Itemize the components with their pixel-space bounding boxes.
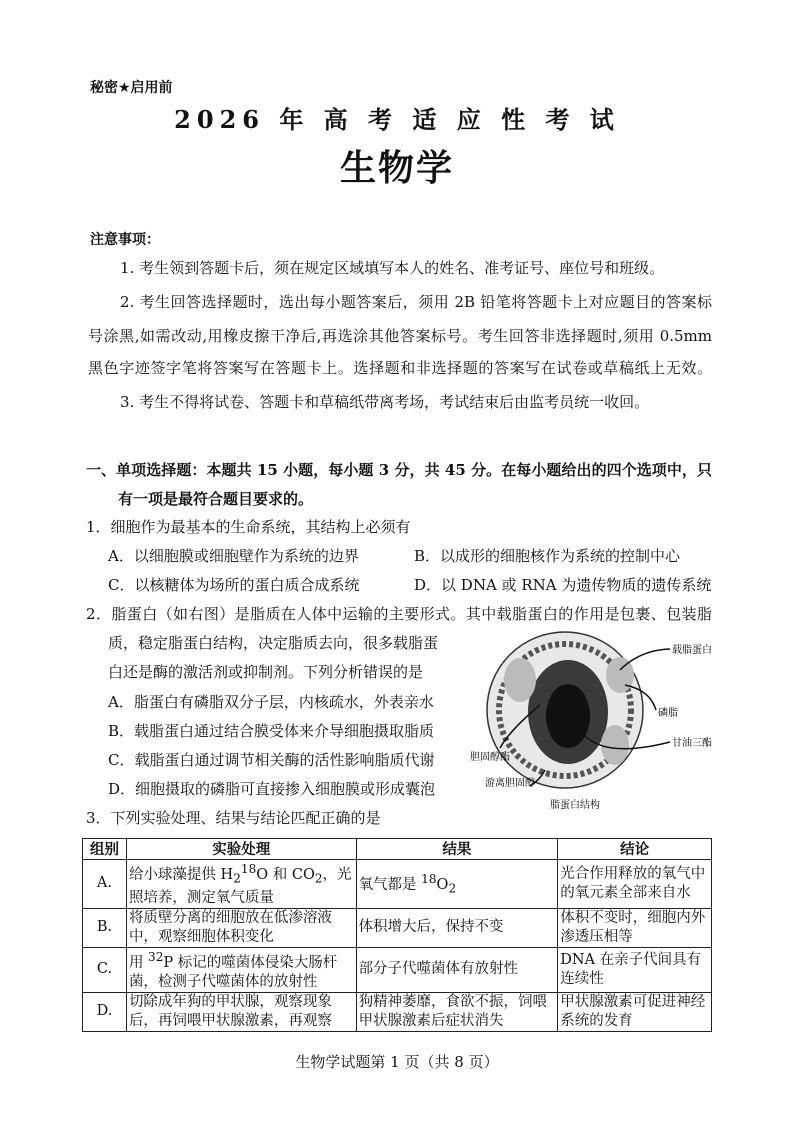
subject-title: 生物学 [339, 148, 454, 189]
header-result: 结果 [356, 839, 558, 860]
table-row [83, 947, 712, 992]
label-free-cholesterol: 游离胆固醇 [485, 778, 535, 789]
conclusion-cell: DNA 在亲子代间具有连续性 [558, 947, 712, 992]
section-heading-cont: 有一项是最符合题目要求的。 [118, 490, 314, 508]
table-row [83, 860, 712, 909]
result-cell: 氧气都是 $^{18}O_2$ [356, 860, 558, 909]
header-group: 组别 [83, 839, 127, 860]
header-treatment: 实验处理 [126, 839, 356, 860]
question-2-stem: 2．脂蛋白（如右图）是脂质在人体中运输的主要形式。其中载脂蛋白的作用是包裹、包装脂 [86, 605, 712, 623]
question-1-stem: 1．细胞作为最基本的生命系统，其结构上必须有 [86, 518, 411, 536]
group-cell: C. [83, 947, 127, 992]
label-cholesterol-ester: 胆固醇酯 [470, 752, 510, 763]
triglyceride-core [546, 684, 590, 748]
header-conclusion: 结论 [558, 839, 712, 860]
result-cell: 狗精神萎靡，食欲不振，饲喂甲状腺激素后症状消失 [356, 992, 558, 1031]
conclusion-cell: 体积不变时，细胞内外渗透压相等 [558, 908, 712, 947]
table-row [83, 908, 712, 947]
notice-item: 2. 考生回答选择题时，选出每小题答案后，须用 2B 铅笔将答题卡上对应题目的答案标 [120, 293, 712, 311]
treatment-cell: 给小球藻提供 $H_2^{18}O$ 和 $CO_2$，光照培养，测定氧气质量 [126, 860, 356, 909]
section-heading: 一、单项选择题：本题共 15 小题，每小题 3 分，共 45 分。在每小题给出的四个选项中，只 [86, 461, 712, 479]
label-phospholipid: 磷脂 [658, 708, 678, 719]
q2-option-d: D．细胞摄取的磷脂可直接掺入细胞膜或形成囊泡 [108, 780, 436, 798]
question-3-stem: 3．下列实验处理、结果与结论匹配正确的是 [86, 809, 381, 827]
group-cell: B. [83, 908, 127, 947]
q1-option-a: A．以细胞膜或细胞壁作为系统的边界 [108, 547, 359, 565]
conclusion-cell: 甲状腺激素可促进神经系统的发育 [558, 992, 712, 1031]
q2-option-a: A．脂蛋白有磷脂双分子层，内核疏水，外表亲水 [108, 693, 434, 711]
figure-caption: 脂蛋白结构 [550, 800, 600, 811]
page-footer: 生物学试题第 1 页（共 8 页） [295, 1053, 499, 1071]
conclusion-cell: 光合作用释放的氧气中的氧元素全部来自水 [558, 860, 712, 909]
treatment-cell: 用 $^{32}$P 标记的噬菌体侵染大肠杆菌，检测子代噬菌体的放射性 [126, 947, 356, 992]
question-2-stem: 质，稳定脂蛋白结构，决定脂质去向，很多载脂蛋 [108, 634, 439, 652]
q2-option-b: B．载脂蛋白通过结合膜受体来介导细胞摄取脂质 [108, 722, 435, 740]
notice-item: 号涂黑,如需改动,用橡皮擦干净后,再选涂其他答案标号。考生回答非选择题时,须用 0.5mm [88, 327, 712, 345]
q2-option-c: C．载脂蛋白通过调节相关酶的活性影响脂质代谢 [108, 751, 435, 769]
treatment-cell: 将质壁分离的细胞放在低渗溶液中，观察细胞体积变化 [126, 908, 356, 947]
lipoprotein-figure [470, 620, 720, 820]
q1-option-b: B．以成形的细胞核作为系统的控制中心 [414, 547, 681, 565]
q1-option-d: D．以 DNA 或 RNA 为遗传物质的遗传系统 [414, 576, 712, 594]
result-cell: 部分子代噬菌体有放射性 [356, 947, 558, 992]
table-header-row [83, 839, 712, 860]
q1-option-c: C．以核糖体为场所的蛋白质合成系统 [108, 576, 360, 594]
table-row [83, 992, 712, 1031]
group-cell: A. [83, 860, 127, 909]
exam-title: 2026 年 高 考 适 应 性 考 试 [174, 105, 620, 134]
question-2-stem: 白还是酶的激活剂或抑制剂。下列分析错误的是 [108, 663, 424, 681]
notice-item: 黑色字迹签字笔将答案写在答题卡上。选择题和非选择题的答案写在试卷或草稿纸上无效。 [88, 359, 712, 377]
label-triglyceride: 甘油三酯 [672, 738, 712, 749]
apolipoprotein [504, 658, 536, 702]
treatment-cell: 切除成年狗的甲状腺，观察现象后，再饲喂甲状腺激素，再观察 [126, 992, 356, 1031]
notice-heading: 注意事项： [90, 232, 160, 248]
apolipoprotein [601, 725, 629, 765]
experiment-table [82, 838, 712, 1032]
confidential-mark: 秘密★启用前 [90, 80, 173, 96]
notice-item: 3. 考生不得将试卷、答题卡和草稿纸带离考场，考试结束后由监考员统一收回。 [120, 393, 650, 411]
result-cell: 体积增大后，保持不变 [356, 908, 558, 947]
group-cell: D. [83, 992, 127, 1031]
notice-item: 1. 考生领到答题卡后，须在规定区域填写本人的姓名、准考证号、座位号和班级。 [120, 259, 665, 277]
label-apolipoprotein: 载脂蛋白 [672, 645, 712, 656]
